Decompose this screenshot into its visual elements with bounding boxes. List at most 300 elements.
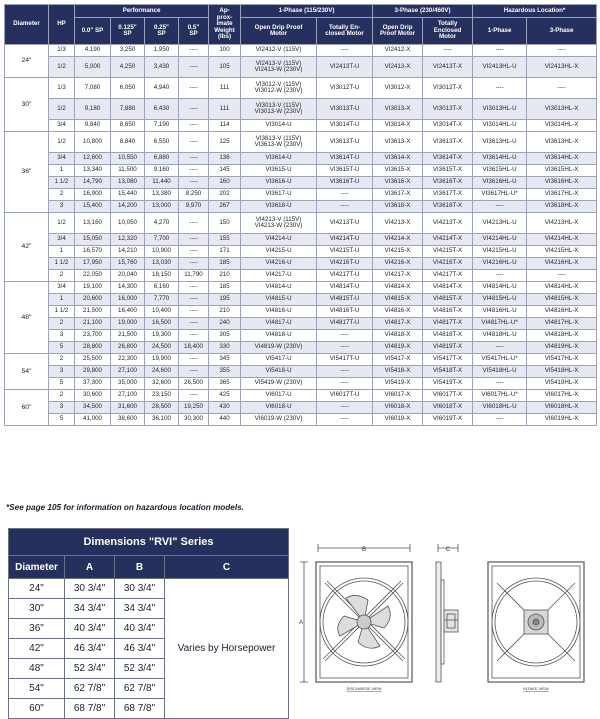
table-cell: VI3617-U [241,189,317,201]
header-weight: Ap- prox- imate Weight (lbs) [209,5,241,45]
table-cell: 4,190 [75,45,111,57]
table-cell: ---- [179,306,209,318]
dimensions-cell: 24" [9,579,65,599]
table-cell: VI3014T-U [317,120,373,132]
table-cell: VI3616T-U [317,177,373,189]
table-cell: 5,000 [75,57,111,78]
table-row [5,270,597,282]
header-sp125: 0.125" SP [111,18,145,45]
table-cell: 1/3 [49,45,75,57]
table-cell: 20,040 [111,270,145,282]
table-cell: ---- [179,120,209,132]
table-cell: 5 [49,342,75,354]
diameter-cell: 36" [5,132,49,213]
table-row [5,414,597,426]
table-cell: VI3613-V (115V) VI3613-W (230V) [241,132,317,153]
table-cell: VI4213-V (115V) VI4213-W (230V) [241,213,317,234]
table-cell: VI6017HL-X [527,390,597,402]
header-odp-1ph: Open Drip Proof Motor [241,18,317,45]
table-cell: 240 [209,318,241,330]
table-cell: 18,400 [179,342,209,354]
table-cell: 8,840 [111,132,145,153]
intake-view-drawing [488,562,584,682]
table-cell: 14,790 [75,177,111,189]
table-cell: 4,250 [111,57,145,78]
header-sp0: 0.0" SP [75,18,111,45]
header-diameter: Diameter [5,5,49,45]
table-cell: ---- [527,270,597,282]
table-row [5,294,597,306]
table-cell: ---- [179,153,209,165]
table-cell: 150 [209,213,241,234]
table-cell: 111 [209,78,241,99]
table-cell: 145 [209,165,241,177]
table-cell: 2 [49,390,75,402]
diameter-cell: 54" [5,354,49,390]
table-cell: 1/3 [49,78,75,99]
table-cell: VI2413T-X [423,57,473,78]
table-cell: VI5417-U [241,354,317,366]
table-cell: VI4816-X [373,306,423,318]
table-cell: 13,030 [145,258,179,270]
table-cell: 16,900 [75,189,111,201]
table-cell: 7,880 [111,99,145,120]
table-cell: 10,800 [75,132,111,153]
table-row [5,213,597,234]
table-cell: VI6018-X [373,402,423,414]
dimensions-table-body [9,579,289,719]
table-cell: VI3615T-U [317,165,373,177]
table-cell: 100 [209,45,241,57]
table-cell: 21,500 [75,306,111,318]
table-cell: VI3616HL-U [473,177,527,189]
table-cell: VI3012T-X [423,78,473,99]
table-cell: ---- [179,234,209,246]
table-cell: VI3013HL-U [473,99,527,120]
table-cell: 38,600 [111,414,145,426]
table-cell: 3,430 [145,57,179,78]
table-cell: ---- [527,78,597,99]
discharge-view-drawing [300,544,412,682]
table-cell: VI4216HL-X [527,258,597,270]
dimensions-cell: 42" [9,639,65,659]
table-row [5,282,597,294]
table-cell: VI3013-X [373,99,423,120]
table-cell: 1/2 [49,99,75,120]
table-cell: VI5418HL-U [473,366,527,378]
table-row [5,402,597,414]
table-cell: VI3014-X [373,120,423,132]
table-cell: 23,150 [145,390,179,402]
header-hp: HP [49,5,75,45]
table-row [5,342,597,354]
table-row [5,258,597,270]
table-cell: VI4816T-X [423,306,473,318]
table-cell: ---- [527,45,597,57]
table-cell: VI6017T-U [317,390,373,402]
table-cell: 125 [209,132,241,153]
table-cell: VI3614T-X [423,153,473,165]
table-cell: 21,100 [75,318,111,330]
table-cell: VI6017HL-U* [473,390,527,402]
table-cell: 3 [49,201,75,213]
table-cell: 171 [209,246,241,258]
header-odp-3ph: Open Drip Proof Motor [373,18,423,45]
table-cell: 3 [49,330,75,342]
table-cell: 9,180 [75,99,111,120]
table-cell: VI3012T-U [317,78,373,99]
table-cell: VI3614T-U [317,153,373,165]
dimensions-cell: 62 7/8" [115,679,165,699]
dim-c-label: C [445,547,451,553]
table-cell: VI3617T-X [423,189,473,201]
table-cell: 30,300 [179,414,209,426]
table-cell: 7,700 [145,234,179,246]
table-cell: 6,160 [145,282,179,294]
table-cell: 37,300 [75,378,111,390]
table-cell: VI2413-V (115V) VI2413-W (230V) [241,57,317,78]
table-cell: VI6019HL-X [527,414,597,426]
table-cell: ---- [179,213,209,234]
table-cell: VI3616HL-X [527,177,597,189]
table-cell: 11,440 [145,177,179,189]
table-row [5,246,597,258]
table-cell: 6,050 [111,78,145,99]
dimensions-cell: 46 3/4" [65,639,115,659]
table-cell: 9,160 [145,165,179,177]
table-cell: 3,250 [111,45,145,57]
table-cell: 2 [49,354,75,366]
table-cell: VI3613T-X [423,132,473,153]
table-cell: 9,840 [75,120,111,132]
table-cell: VI5417HL-U* [473,354,527,366]
table-cell: VI4215HL-X [527,246,597,258]
table-cell: 345 [209,354,241,366]
table-cell: VI4216HL-U [473,258,527,270]
table-cell: VI4214-U [241,234,317,246]
table-cell: 114 [209,120,241,132]
table-cell: ---- [179,390,209,402]
table-cell: VI5418HL-X [527,366,597,378]
table-cell: ---- [317,342,373,354]
table-cell: 19,300 [145,330,179,342]
table-cell: VI4217T-X [423,270,473,282]
table-cell: 2 [49,318,75,330]
table-cell: VI4818-U [241,330,317,342]
table-cell: 12,600 [75,153,111,165]
table-cell: 22,300 [111,354,145,366]
table-cell: 28,800 [75,342,111,354]
table-cell: 8,650 [111,120,145,132]
table-cell: 16,570 [75,246,111,258]
table-cell: VI4213T-U [317,213,373,234]
discharge-view-caption: DISCHARGE VIEW [346,686,382,691]
table-cell: VI4817-U [241,318,317,330]
table-cell: 3/4 [49,282,75,294]
table-cell: VI4216T-X [423,258,473,270]
table-row [5,390,597,402]
table-cell: VI3012-X [373,78,423,99]
table-cell: 16,000 [111,294,145,306]
table-cell: 30,600 [75,390,111,402]
table-cell: 24,500 [145,342,179,354]
table-cell: VI2413HL-X [527,57,597,78]
table-cell: ---- [317,402,373,414]
table-cell: 6,550 [145,132,179,153]
dimensions-header-diameter: Diameter [9,556,65,579]
table-row [5,153,597,165]
table-cell: ---- [179,177,209,189]
table-cell: VI4215T-X [423,246,473,258]
table-cell: 3/4 [49,153,75,165]
table-cell: ---- [179,57,209,78]
table-cell: 29,800 [75,366,111,378]
table-cell: VI3616-X [373,177,423,189]
table-cell: VI3617HL-U* [473,189,527,201]
table-cell: ---- [179,318,209,330]
table-cell: VI4815T-U [317,294,373,306]
table-cell: 330 [209,342,241,354]
table-cell: 155 [209,234,241,246]
diameter-cell: 48" [5,282,49,354]
table-cell: VI3614-U [241,153,317,165]
table-cell: ---- [179,246,209,258]
table-cell: 1 [49,165,75,177]
table-cell: VI6019T-X [423,414,473,426]
table-cell: 202 [209,189,241,201]
table-cell: ---- [473,378,527,390]
table-cell: 160 [209,177,241,189]
table-cell: 15,050 [75,234,111,246]
table-cell: 17,950 [75,258,111,270]
table-cell: ---- [179,99,209,120]
table-cell: ---- [179,294,209,306]
table-cell: VI4819HL-X [527,342,597,354]
table-cell: ---- [179,330,209,342]
table-cell: VI4214-X [373,234,423,246]
table-cell: VI5418T-X [423,366,473,378]
dimensions-cell: 40 3/4" [65,619,115,639]
dimensions-cell: 36" [9,619,65,639]
table-cell: VI4216-U [241,258,317,270]
table-cell: VI6017T-X [423,390,473,402]
table-cell: VI3615-U [241,165,317,177]
dimensions-title: Dimensions "RVI" Series [9,529,289,556]
table-row [5,189,597,201]
dimensions-cell: 40 3/4" [115,619,165,639]
table-cell: VI4816HL-U [473,306,527,318]
table-cell: VI3616-U [241,177,317,189]
table-cell: VI5419T-X [423,378,473,390]
table-cell: 32,600 [145,378,179,390]
table-cell: 3 [49,402,75,414]
table-row [5,99,597,120]
table-cell: 26,500 [179,378,209,390]
table-cell: 1 1/2 [49,177,75,189]
table-cell: VI3013T-U [317,99,373,120]
table-cell: VI3618-U [241,201,317,213]
header-tenc-3ph: Totally Enclosed Motor [423,18,473,45]
table-cell: 27,100 [111,366,145,378]
table-cell: VI5417T-X [423,354,473,366]
table-cell: ---- [473,414,527,426]
table-cell: VI4814-U [241,282,317,294]
dimensions-cell: 30 3/4" [115,579,165,599]
table-cell: VI4817HL-X [527,318,597,330]
table-row [5,120,597,132]
table-cell: VI3014HL-X [527,120,597,132]
table-cell: VI6018-U [241,402,317,414]
dimensions-cell: 54" [9,679,65,699]
table-cell: 305 [209,330,241,342]
table-cell: ---- [317,378,373,390]
table-cell: 20,600 [75,294,111,306]
table-row [5,378,597,390]
dimensions-cell: 34 3/4" [65,599,115,619]
table-cell: 210 [209,306,241,318]
table-cell: 14,300 [111,282,145,294]
table-row [5,306,597,318]
table-cell: VI3013HL-X [527,99,597,120]
table-cell: 13,160 [75,213,111,234]
table-cell: 4,940 [145,78,179,99]
table-cell: VI4815-U [241,294,317,306]
table-cell: 195 [209,294,241,306]
table-row [5,132,597,153]
table-cell: VI6019-X [373,414,423,426]
table-cell: VI4213T-X [423,213,473,234]
table-cell: VI3617HL-X [527,189,597,201]
table-cell: 267 [209,201,241,213]
table-cell: 111 [209,99,241,120]
table-cell: VI4815HL-U [473,294,527,306]
table-cell: 5 [49,414,75,426]
dimensions-cell: 46 3/4" [115,639,165,659]
table-cell: VI3615HL-X [527,165,597,177]
table-cell: VI4819-X [373,342,423,354]
table-cell: VI2413-X [373,57,423,78]
table-cell: 2 [49,270,75,282]
table-row [5,234,597,246]
table-cell: 28,500 [145,402,179,414]
table-cell: 14,200 [111,201,145,213]
table-cell: VI2413T-U [317,57,373,78]
table-cell: ---- [317,189,373,201]
dimensions-cell: 68 7/8" [115,699,165,719]
table-cell: 24,600 [145,366,179,378]
table-cell: 13,340 [75,165,111,177]
table-cell: 15,400 [75,201,111,213]
table-cell: VI4213HL-U [473,213,527,234]
table-cell: 185 [209,258,241,270]
table-cell: 11,790 [179,270,209,282]
table-cell: VI5418-U [241,366,317,378]
table-row [5,354,597,366]
fan-drawings [294,540,596,710]
table-cell: VI4814T-U [317,282,373,294]
table-cell: VI3012-V (115V) VI3012-W (230V) [241,78,317,99]
table-cell: 13,380 [145,189,179,201]
table-cell: VI4213-X [373,213,423,234]
table-cell: VI2412-V (115V) [241,45,317,57]
table-cell: VI3617-X [373,189,423,201]
table-cell: 31,600 [111,402,145,414]
table-cell: 425 [209,390,241,402]
table-cell: ---- [179,366,209,378]
table-cell: VI4215T-U [317,246,373,258]
intake-view-caption: INTAKE VIEW [523,686,549,691]
dimensions-cell: 52 3/4" [65,659,115,679]
table-cell: VI5418-X [373,366,423,378]
table-cell: VI6018T-X [423,402,473,414]
table-row [5,330,597,342]
table-row [5,318,597,330]
table-cell: VI4816T-U [317,306,373,318]
table-cell: VI2413HL-U [473,57,527,78]
table-cell: VI3614HL-U [473,153,527,165]
table-cell: VI4814HL-U [473,282,527,294]
table-cell: VI3618T-X [423,201,473,213]
table-cell: VI4817HL-U* [473,318,527,330]
table-cell: 19,900 [145,354,179,366]
table-cell: 5 [49,378,75,390]
table-cell: VI6017-X [373,390,423,402]
table-cell: 10,050 [111,213,145,234]
dim-a-label: A [299,620,304,626]
table-cell: VI4814-X [373,282,423,294]
diameter-cell: 60" [5,390,49,426]
table-cell: 185 [209,282,241,294]
table-cell: 3 [49,366,75,378]
table-cell: VI3616T-X [423,177,473,189]
table-cell: 23,700 [75,330,111,342]
table-cell: 6,430 [145,99,179,120]
footnote: *See page 105 for information on hazardous location models. [6,503,244,512]
table-cell: 16,400 [111,306,145,318]
table-cell: 15,440 [111,189,145,201]
header-sp5: 0.5" SP [179,18,209,45]
table-cell: VI4817-X [373,318,423,330]
table-cell: VI6018HL-U [473,402,527,414]
table-cell: ---- [317,366,373,378]
table-cell: ---- [179,258,209,270]
table-cell: 136 [209,153,241,165]
table-cell: VI3013-V (115V) VI3013-W (230V) [241,99,317,120]
header-performance: Performance [75,5,209,18]
table-cell: 355 [209,366,241,378]
table-cell: VI3014T-X [423,120,473,132]
table-cell: 7,190 [145,120,179,132]
table-cell: 10,400 [145,306,179,318]
dimensions-cell: 30 3/4" [65,579,115,599]
table-cell: ---- [317,201,373,213]
table-cell: VI4214T-X [423,234,473,246]
table-cell: 18,150 [145,270,179,282]
table-cell: VI6019-W (230V) [241,414,317,426]
table-cell: 1/2 [49,57,75,78]
table-cell: 10,550 [111,153,145,165]
performance-table-body [5,45,597,426]
table-cell: 19,100 [75,282,111,294]
header-sp25: 0.25" SP [145,18,179,45]
table-cell: VI5417T-U [317,354,373,366]
table-cell: 13,080 [111,177,145,189]
header-haz-1ph: 1-Phase [473,18,527,45]
table-cell: VI5419-X [373,378,423,390]
table-cell: VI4213HL-X [527,213,597,234]
table-cell: VI3013T-X [423,99,473,120]
table-cell: ---- [473,45,527,57]
